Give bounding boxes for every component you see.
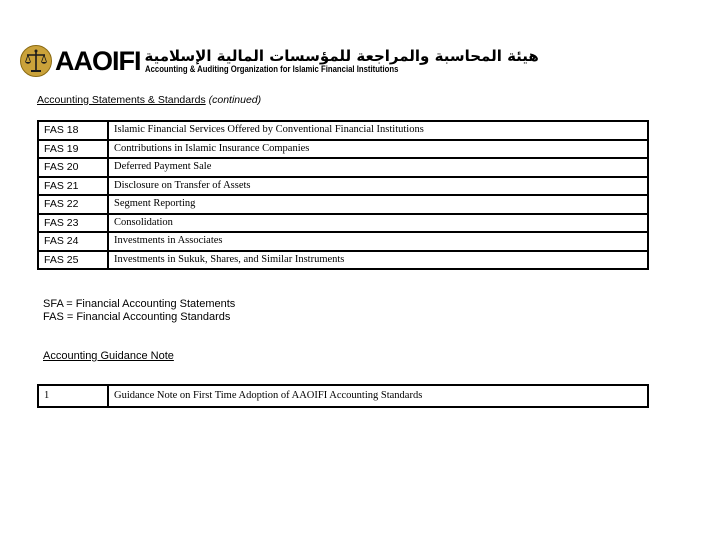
guidance-table bbox=[37, 384, 649, 408]
legend-sfa: SFA = Financial Accounting Statements bbox=[43, 298, 236, 310]
logo-english-name: Accounting & Auditing Organization for Islamic Financial Institutions bbox=[144, 63, 398, 74]
guidance-note-heading: Accounting Guidance Note bbox=[43, 350, 174, 362]
table-row bbox=[38, 232, 648, 251]
standards-table bbox=[37, 120, 649, 270]
table-row bbox=[38, 140, 648, 159]
standard-title: Investments in Associates bbox=[108, 232, 648, 251]
aaoifi-logo bbox=[20, 42, 539, 80]
legend-fas: FAS = Financial Accounting Standards bbox=[43, 311, 231, 323]
table-row bbox=[38, 177, 648, 196]
standard-title: Deferred Payment Sale bbox=[108, 158, 648, 177]
table-row bbox=[38, 251, 648, 270]
standard-code: FAS 25 bbox=[38, 251, 108, 270]
table-row bbox=[38, 214, 648, 233]
standard-code: FAS 23 bbox=[38, 214, 108, 233]
abbreviation-legend bbox=[43, 298, 235, 324]
section-heading-suffix: (continued) bbox=[208, 94, 262, 106]
standard-code: 1 bbox=[38, 385, 108, 407]
standard-title: Disclosure on Transfer of Assets bbox=[108, 177, 648, 196]
logo-arabic-name: هيئة المحاسبة والمراجعة للمؤسسات المالية الإسلامية bbox=[144, 46, 539, 65]
table-row bbox=[38, 195, 648, 214]
table-row bbox=[38, 158, 648, 177]
table-row bbox=[38, 385, 648, 407]
standard-title: Guidance Note on First Time Adoption of AAOIFI Accounting Standards bbox=[108, 385, 648, 407]
logo-wordmark bbox=[145, 48, 539, 75]
standard-code: FAS 20 bbox=[38, 158, 108, 177]
table-row bbox=[38, 121, 648, 140]
standard-title: Islamic Financial Services Offered by Conventional Financial Institutions bbox=[108, 121, 648, 140]
standard-code: FAS 24 bbox=[38, 232, 108, 251]
standard-title: Investments in Sukuk, Shares, and Similar Instruments bbox=[108, 251, 648, 270]
logo-abbreviation: AAOIFI bbox=[55, 45, 141, 76]
standard-code: FAS 19 bbox=[38, 140, 108, 159]
section-heading-title: Accounting Statements & Standards bbox=[37, 94, 206, 106]
standard-code: FAS 21 bbox=[38, 177, 108, 196]
standard-code: FAS 18 bbox=[38, 121, 108, 140]
section-heading bbox=[37, 94, 261, 106]
standard-title: Contributions in Islamic Insurance Companies bbox=[108, 140, 648, 159]
standard-code: FAS 22 bbox=[38, 195, 108, 214]
standard-title: Consolidation bbox=[108, 214, 648, 233]
scales-of-justice-icon bbox=[20, 45, 52, 77]
standard-title: Segment Reporting bbox=[108, 195, 648, 214]
